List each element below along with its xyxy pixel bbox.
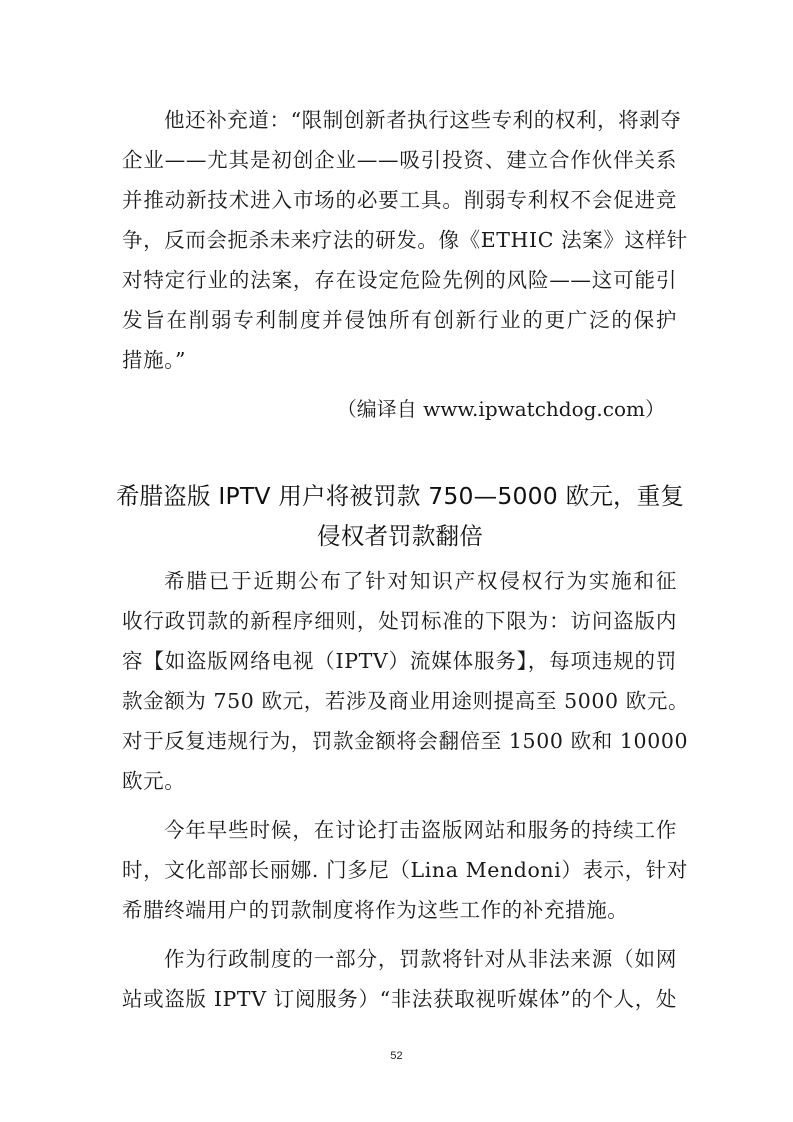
paragraph-line: 争，反而会扼杀未来疗法的研发。像《ETHIC 法案》这样针 bbox=[122, 228, 688, 252]
paragraph-line: 希腊已于近期公布了针对知识产权侵权行为实施和征 bbox=[164, 569, 677, 593]
paragraph-line: 他还补充道：“限制创新者执行这些专利的权利，将剥夺 bbox=[164, 108, 682, 132]
page-number: 52 bbox=[390, 1050, 403, 1062]
paragraph-line: 作为行政制度的一部分，罚款将针对从非法来源（如网 bbox=[164, 947, 677, 971]
paragraph-line: 措施。” bbox=[122, 348, 187, 372]
paragraph-line: 容【如盗版网络电视（IPTV）流媒体服务】，每项违规的罚 bbox=[122, 649, 677, 673]
paragraph-line: 对特定行业的法案，存在设定危险先例的风险——这可能引 bbox=[122, 268, 677, 292]
paragraph-line: 企业——尤其是初创企业——吸引投资、建立合作伙伴关系 bbox=[122, 148, 677, 172]
paragraph-line: 站或盗版 IPTV 订阅服务）“非法获取视听媒体”的个人，处 bbox=[122, 987, 677, 1011]
article-title: 侵权者罚款翻倍 bbox=[317, 522, 483, 550]
paragraph-line: 并推动新技术进入市场的必要工具。削弱专利权不会促进竞 bbox=[122, 188, 677, 212]
article-title: 希腊盗版 IPTV 用户将被罚款 750—5000 欧元，重复 bbox=[115, 482, 685, 510]
paragraph-line: 对于反复违规行为，罚款金额将会翻倍至 1500 欧和 10000 bbox=[122, 729, 689, 753]
paragraph-line: 希腊终端用户的罚款制度将作为这些工作的补充措施。 bbox=[122, 898, 629, 922]
paragraph-line: 款金额为 750 欧元，若涉及商业用途则提高至 5000 欧元。 bbox=[122, 689, 690, 713]
paragraph-line: 收行政罚款的新程序细则，处罚标准的下限为：访问盗版内 bbox=[122, 609, 677, 633]
paragraph-line: 今年早些时候，在讨论打击盗版网站和服务的持续工作 bbox=[164, 818, 677, 842]
paragraph-line: 欧元。 bbox=[122, 769, 186, 793]
source-citation: （编译自 www.ipwatchdog.com） bbox=[336, 397, 665, 421]
paragraph-line: 时，文化部部长丽娜. 门多尼（Lina Mendoni）表示，针对 bbox=[122, 858, 688, 882]
paragraph-line: 发旨在削弱专利制度并侵蚀所有创新行业的更广泛的保护 bbox=[122, 308, 677, 332]
